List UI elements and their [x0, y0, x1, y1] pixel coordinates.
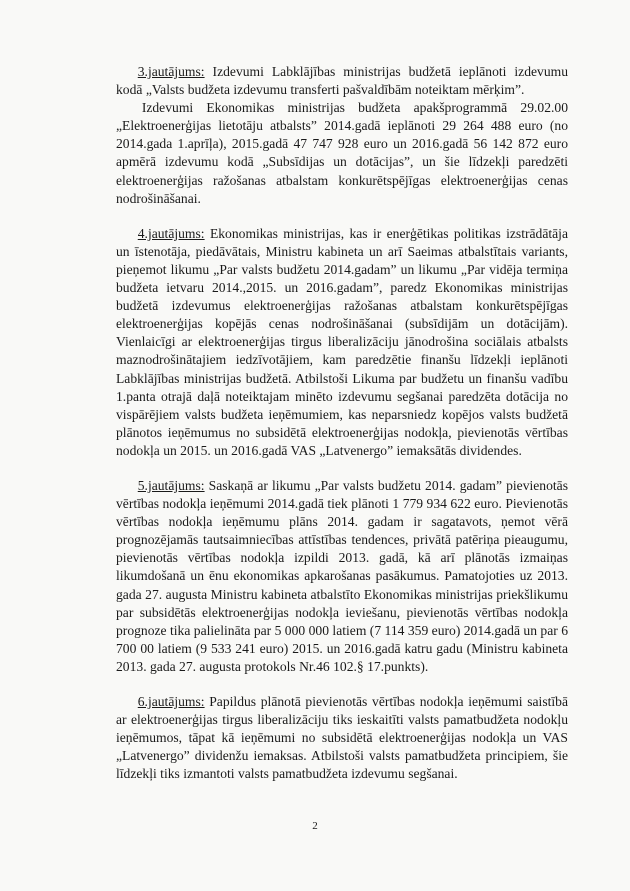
page-number: 2: [312, 820, 318, 832]
paragraph-question-5: [116, 477, 568, 676]
paragraph-question-3: [116, 63, 568, 99]
paragraph-text: Saskaņā ar likumu „Par valsts budžetu 2014. gadam” pievienotās vērtības nodokļa ieņēmumi 2014.gadā tiek plānoti 1 779 934 622 euro. Pievienotās vērtības nodokļa ieņēmumu plāns 2014. gadam ir sagatavots, ņemot vērā prognozējamās tautsaimniecības attīstības tendences, privātā patēriņa pieaugumu, pievienotās vērtības nodokļa izpildi 2013. gadā, kā arī plānotās izmaiņas likumdošanā un ēnu ekonomikas apkarošanas pasākumus. Pamatojoties uz 2013. gada 27. augusta Ministru kabineta atbalstīto Ekonomikas ministrijas priekšlikumu par subsidētās elektroenerģijas nodokļa ieviešanu, pievienotās vērtības nodokļa prognoze tika palielināta par 5 000 000 latiem (7 114 359 euro) 2014.gadā un par 6 700 00 latiem (9 533 241 euro) 2015. un 2016.gadā katru gadu (Ministru kabineta 2013. gada 27. augusta protokols Nr.46 102.§ 17.punkts).: [116, 477, 568, 674]
question-label: 4.jautājums:: [137, 225, 205, 241]
question-label: 6.jautājums:: [137, 694, 205, 709]
paragraph-question-4: [116, 225, 568, 460]
document-body: [116, 63, 568, 800]
paragraph-question-3-continued: [116, 99, 568, 208]
paragraph-question-6: [116, 693, 568, 783]
paragraph-text: Papildus plānotā pievienotās vērtības nodokļa ieņēmumi saistībā ar elektroenerģijas tirgus liberalizāciju tiks ieskaitīti valsts pamatbudžeta nodokļu ieņēmumos, tāpat kā ieņēmumi no subsidētā elektroenerģijas nodokļa un VAS „Latvenergo” dividenžu iemaksas. Atbilstoši valsts pamatbudžeta principiem, šie līdzekļi tiks izmantoti valsts pamatbudžeta izdevumu segšanai.: [116, 694, 568, 782]
question-label: 3.jautājums:: [137, 64, 205, 79]
paragraph-text: Izdevumi Ekonomikas ministrijas budžeta apakšprogrammā 29.02.00 „Elektroenerģijas lietotāju atbalsts” 2014.gadā ieplānoti 29 264 488 euro (no 2014.gada 1.aprīļa), 2015.gadā 47 747 928 euro un 2016.gadā 56 142 872 euro apmērā izdevumu kodā „Subsīdijas un dotācijas”, un šie līdzekļi paredzēti elektroenerģijas ražošanas atbalstam konkurētspējīgas elektroenerģijas cenas nodrošināšanai.: [116, 100, 568, 206]
paragraph-text: Izdevumi Labklājības ministrijas budžetā ieplānoti izdevumu kodā „Valsts budžeta izdevumu transferti pašvaldībām noteiktam mērķim”.: [116, 64, 568, 98]
paragraph-text: Ekonomikas ministrijas, kas ir enerģētikas politikas izstrādātāja un īstenotāja, piedāvātais, Ministru kabineta un arī Saeimas atbalstītais variants, pieņemot likumu „Par valsts budžetu 2014.gadam” un likumu „Par vidēja termiņa budžeta ietvaru 2014.,2015. un 2016.gadam”, paredz Ekonomikas ministrijas budžetā izdevumus elektroenerģijas ražošanas atbalstam konkurētspējīgas elektroenerģijas kopējās cenas nodrošināšanai (subsīdijām un dotācijām). Vienlaicīgi ar elektroenerģijas tirgus liberalizāciju jānodrošina sociālais atbalsts maznodrošinātajiem iedzīvotājiem, kam paredzētie finanšu līdzekļi ieplānoti Labklājības ministrijas budžetā. Atbilstoši Likuma par budžetu un finanšu vadību 1.panta otrajā daļā noteiktajam minēto izdevumu segšanai paredzēta dotācija no vispārējiem valsts budžeta ieņēmumiem, kas neparsniedz kopējos valsts budžetā plānotos ieņēmumus no subsidētā elektroenerģijas nodokļa, pievienotās vērtības nodokļa un 2015. un 2016.gadā VAS „Latvenergo” iemaksātās dividendes.: [116, 225, 568, 458]
question-label: 5.jautājums:: [137, 477, 205, 493]
